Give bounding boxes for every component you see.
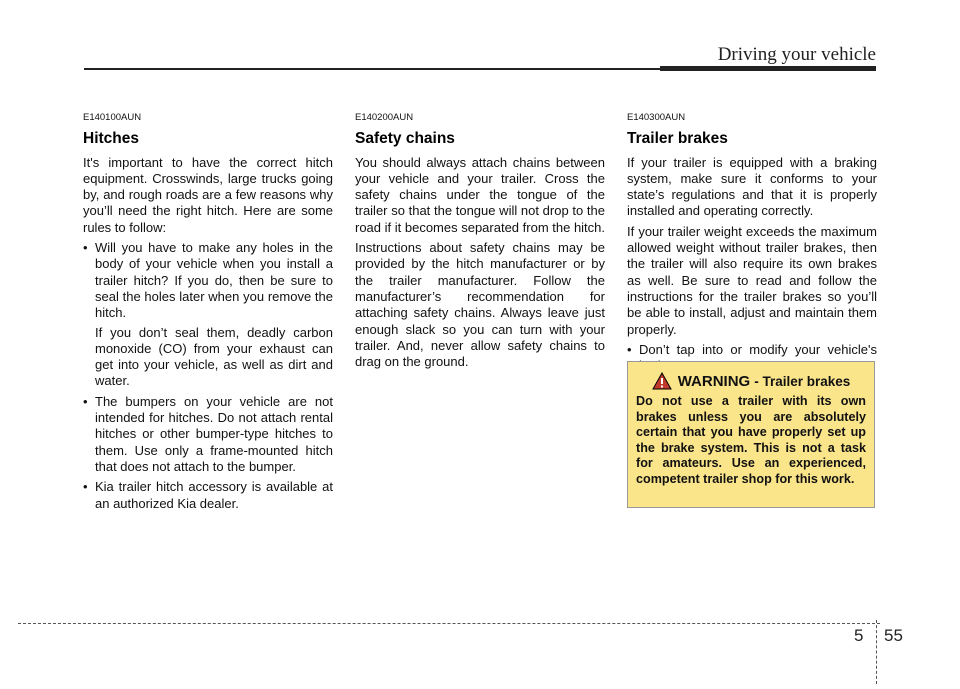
column-hitches (83, 110, 333, 516)
warning-triangle-icon (652, 372, 672, 390)
warning-header (636, 372, 866, 390)
paragraph: If your trailer weight exceeds the maximum allowed weight without trailer brakes, then the trailer will also require its own brakes as well. Be sure to read and follow the instructions for the trailer brakes so you’ll be able to install, adjust and maintain them properly. (627, 223, 877, 337)
header-rule-accent (660, 66, 876, 71)
warning-text: Do not use a trailer with its own brakes unless you are absolutely certain that you have properly set up the brake system. This is not a task for amateurs. Use an experienced, competent trailer shop for this work. (636, 394, 866, 486)
list-item-text: Will you have to make any holes in the body of your vehicle when you install a trailer hitch? If you do, then be sure to seal the holes later when you remove the hitch. (95, 240, 333, 321)
column-trailer-brakes (627, 110, 877, 378)
section-heading: Hitches (83, 130, 139, 148)
header-title: Driving your vehicle (717, 44, 876, 65)
footer-divider (876, 620, 877, 684)
list-item (83, 479, 333, 512)
list-item-subtext: If you don’t seal them, deadly carbon monoxide (CO) from your exhaust can get into your vehicle, as well as dirt and water. (95, 324, 333, 389)
warning-box (627, 361, 875, 508)
list-item-text: The bumpers on your vehicle are not intended for hitches. Do not attach rental hitches or other bumper-type hitches to them. Use only a frame-mounted hitch that does not attach to the bumper. (95, 393, 333, 474)
paragraph: Instructions about safety chains may be provided by the hitch manufacturer or by the trailer manufacturer. Follow the manufacturer’s recommendation for attaching safety chains. Always leave just enough slack so you can turn with your trailer. And, never allow safety chains to drag on the ground. (355, 240, 605, 370)
section-heading: Trailer brakes (627, 130, 728, 148)
intro-paragraph: It's important to have the correct hitch equipment. Crosswinds, large trucks going by, and rough roads are a few reasons why you’ll need the right hitch. Here are some rules to follow: (83, 154, 333, 235)
list-item (83, 394, 333, 475)
section-code: E140300AUN (627, 112, 686, 123)
paragraph: If your trailer is equipped with a braking system, make sure it conforms to your state’s regulations and that it is properly installed and operating correctly. (627, 154, 877, 219)
section-code: E140100AUN (83, 112, 142, 123)
page-number: 55 (884, 626, 903, 645)
bullet-list (83, 240, 333, 512)
bullet-glyph: • (627, 341, 632, 357)
paragraph: You should always attach chains between your vehicle and your trailer. Cross the safety chains under the tongue of the trailer so that the tongue will not drop to the road if it becomes separated from the hitch. (355, 154, 606, 235)
column-safety-chains (355, 110, 605, 374)
bullet-glyph: • (83, 479, 88, 495)
warning-label: WARNING (677, 372, 751, 390)
section-heading: Safety chains (355, 130, 455, 148)
section-number: 5 (854, 626, 864, 645)
warning-topic: - Trailer brakes (754, 373, 851, 389)
list-item-text: Don’t tap into or modify your vehicle's (639, 341, 877, 357)
bullet-glyph: • (83, 393, 88, 409)
list-item (83, 240, 333, 390)
list-item-text: Kia trailer hitch accessory is available at an authorized Kia dealer. (95, 479, 333, 511)
section-code: E140200AUN (355, 112, 414, 123)
bullet-glyph: • (83, 240, 88, 256)
footer-rule (18, 623, 880, 624)
